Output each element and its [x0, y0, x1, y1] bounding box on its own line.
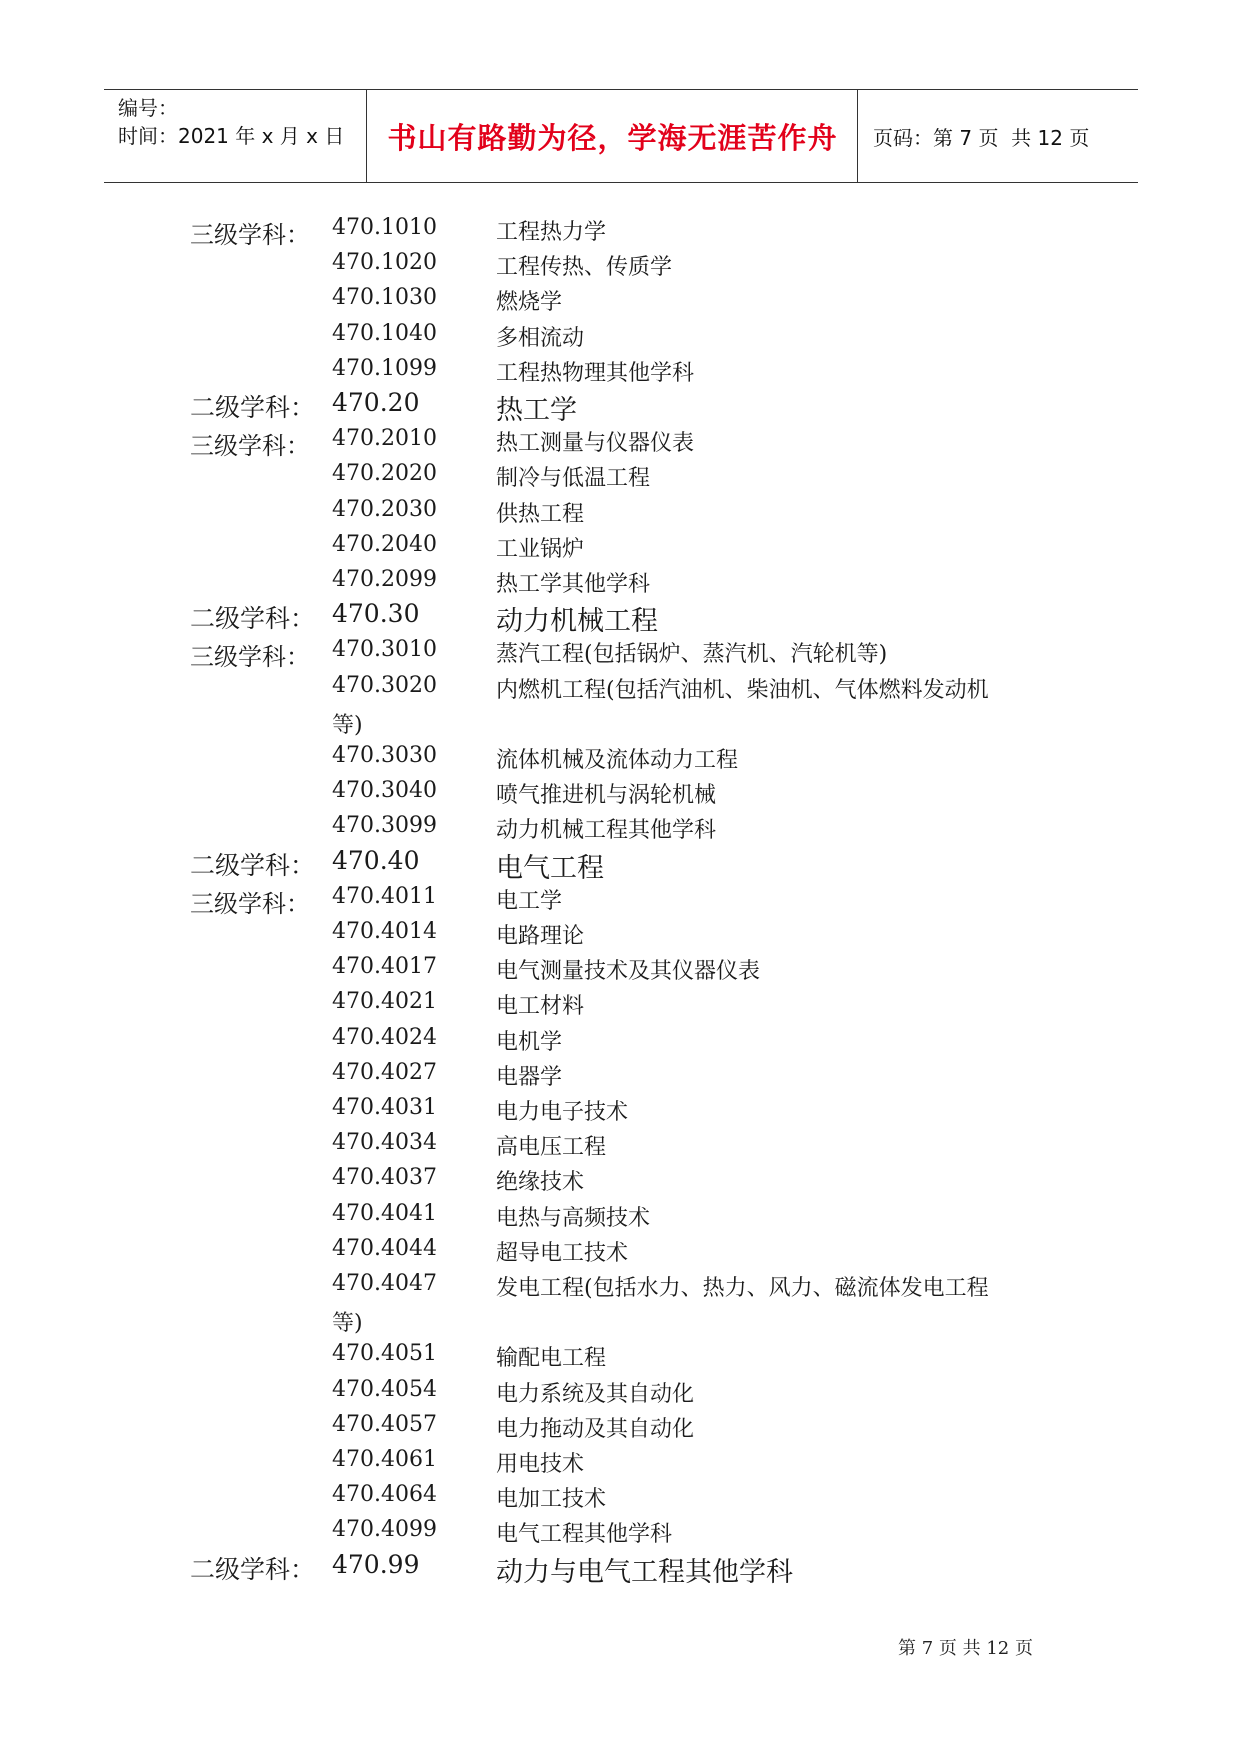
discipline-level-label: 二级学科：	[190, 393, 316, 422]
document-date-label: 时间：2021 年 x 月 x 日	[118, 124, 345, 148]
discipline-name: 电路理论	[496, 924, 585, 949]
discipline-code: 470.2030	[332, 496, 437, 522]
discipline-name: 电力电子技术	[496, 1100, 629, 1125]
discipline-code: 470.40	[332, 845, 420, 875]
discipline-code: 470.3040	[332, 778, 437, 804]
discipline-name: 电加工技术	[496, 1487, 607, 1513]
discipline-name: 工程传热、传质学	[496, 255, 673, 281]
discipline-code: 470.3099	[332, 813, 437, 839]
discipline-code: 470.1040	[332, 320, 437, 346]
discipline-name: 用电技术	[496, 1452, 585, 1477]
discipline-code: 470.4064	[332, 1482, 437, 1508]
discipline-name: 燃烧学	[496, 290, 563, 316]
discipline-code: 470.4034	[332, 1130, 437, 1156]
discipline-name: 工程热力学	[496, 220, 607, 245]
discipline-name: 电器学	[496, 1064, 563, 1090]
discipline-code: 470.3020	[332, 672, 437, 698]
discipline-code: 470.4044	[332, 1235, 437, 1261]
discipline-code: 470.4051	[332, 1341, 437, 1367]
discipline-level-label: 三级学科：	[190, 221, 310, 249]
discipline-name: 超导电工技术	[496, 1240, 629, 1266]
header-page-number: 页码：第 7 页 共 12 页	[873, 125, 1090, 150]
discipline-code: 470.4099	[332, 1517, 437, 1543]
discipline-name: 流体机械及流体动力工程	[496, 748, 739, 773]
discipline-code: 470.4041	[332, 1200, 437, 1226]
discipline-name: 绝缘技术	[496, 1170, 585, 1196]
discipline-name: 输配电工程	[496, 1346, 607, 1372]
discipline-code: 470.4031	[332, 1095, 437, 1120]
discipline-code: 470.3010	[332, 637, 437, 663]
discipline-name: 电工学	[496, 888, 563, 914]
discipline-code: 470.30	[332, 599, 420, 629]
discipline-name: 热工学	[496, 395, 577, 426]
discipline-code: 470.4021	[332, 989, 437, 1015]
discipline-name: 供热工程	[496, 501, 585, 527]
discipline-code: 470.99	[332, 1549, 420, 1579]
discipline-name: 内燃机工程(包括汽油机、柴油机、气体燃料发动机	[496, 677, 989, 703]
discipline-code: 470.2010	[332, 426, 437, 452]
discipline-name: 电热与高频技术	[496, 1205, 651, 1231]
discipline-code: 470.4011	[332, 883, 437, 909]
discipline-code: 470.1010	[332, 215, 437, 240]
discipline-code: 470.4024	[332, 1024, 437, 1050]
discipline-code: 470.4061	[332, 1447, 437, 1472]
discipline-code: 470.2040	[332, 531, 437, 557]
discipline-name: 多相流动	[496, 325, 585, 351]
discipline-level-label: 三级学科：	[190, 643, 310, 672]
discipline-code: 470.1099	[332, 355, 437, 381]
discipline-code: 470.4057	[332, 1411, 437, 1437]
discipline-code: 470.20	[332, 388, 420, 417]
discipline-level-label: 二级学科：	[190, 604, 316, 634]
discipline-code: 470.4047	[332, 1271, 437, 1296]
discipline-name: 电气测量技术及其仪器仪表	[496, 959, 761, 985]
discipline-code: 470.4054	[332, 1376, 437, 1402]
discipline-level-label: 二级学科：	[190, 850, 316, 880]
discipline-level-label: 三级学科：	[190, 432, 310, 461]
page-footer: 第 7 页 共 12 页	[898, 1638, 1033, 1659]
discipline-name: 电工材料	[496, 994, 585, 1020]
discipline-name: 制冷与低温工程	[496, 466, 651, 492]
discipline-name: 电力系统及其自动化	[496, 1381, 695, 1407]
discipline-level-label: 三级学科：	[190, 889, 310, 918]
discipline-name-continuation: 等)	[332, 1311, 363, 1337]
discipline-name: 喷气推进机与涡轮机械	[496, 783, 717, 809]
discipline-code: 470.3030	[332, 743, 437, 768]
discipline-code: 470.4037	[332, 1165, 437, 1191]
discipline-code: 470.4027	[332, 1059, 437, 1085]
discipline-name: 发电工程(包括水力、热力、风力、磁流体发电工程	[496, 1276, 989, 1301]
discipline-name: 动力与电气工程其他学科	[496, 1556, 793, 1588]
discipline-level-label: 二级学科：	[190, 1554, 316, 1584]
discipline-code: 470.1020	[332, 250, 437, 276]
discipline-code: 470.2099	[332, 567, 437, 592]
header-motto: 书山有路勤为径，学海无涯苦作舟	[387, 120, 838, 155]
discipline-name: 工业锅炉	[496, 536, 585, 562]
discipline-name: 电机学	[496, 1029, 563, 1055]
document-number-label: 编号：	[118, 96, 178, 120]
discipline-name: 动力机械工程其他学科	[496, 818, 717, 844]
discipline-code: 470.4017	[332, 954, 437, 980]
discipline-name: 电力拖动及其自动化	[496, 1416, 695, 1442]
discipline-name: 电气工程	[496, 852, 604, 884]
discipline-name: 电气工程其他学科	[496, 1522, 673, 1548]
discipline-name: 蒸汽工程(包括锅炉、蒸汽机、汽轮机等)	[496, 642, 888, 668]
discipline-code: 470.2020	[332, 461, 437, 487]
discipline-code: 470.4014	[332, 919, 437, 944]
discipline-name: 高电压工程	[496, 1135, 607, 1161]
discipline-name: 热工测量与仪器仪表	[496, 431, 695, 457]
discipline-code: 470.1030	[332, 285, 437, 311]
discipline-name: 工程热物理其他学科	[496, 360, 695, 386]
discipline-name: 热工学其他学科	[496, 572, 651, 597]
discipline-name: 动力机械工程	[496, 606, 658, 638]
discipline-name-continuation: 等)	[332, 712, 363, 738]
